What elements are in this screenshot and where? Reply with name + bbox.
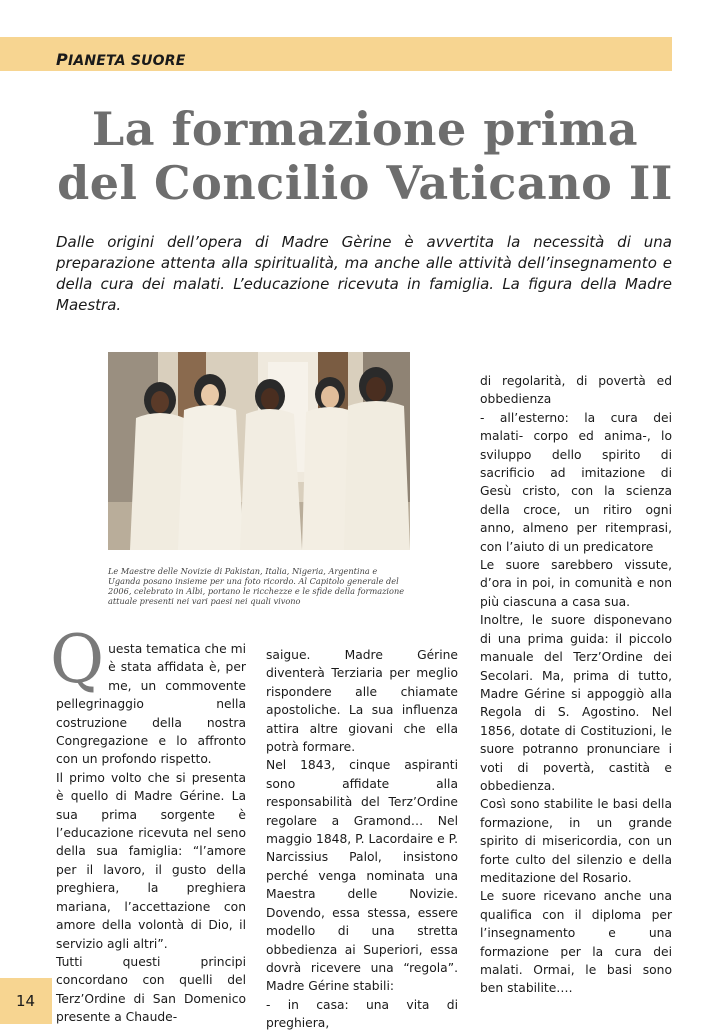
paragraph: Le suore sarebbero vissute, d’ora in poi, in comunità e non più ciascuna a casa sua. — [480, 558, 672, 609]
paragraph: Inoltre, le suore disponevano di una prima guida: il piccolo manuale del Terz’Ordine dei Secolari. Ma, prima di tutto, Madre Gérine si appoggiò alla Regola di S. Agostino. Nel 1856, dotate di Costituzioni, le suore potranno pronunciare i voti di povertà, castità e obbedienza. — [480, 613, 672, 793]
page-number: 14 — [16, 992, 36, 1010]
section-label-rest: IANETA SUORE — [67, 53, 186, 69]
article-lead: Dalle origini dell’opera di Madre Gèrine è avvertita la necessità di una preparazione attenta alla spiritualità, ma anche alle attività dell’insegnamento e della cura dei malati. L’educazione ricevuta in famiglia. La figura della Madre Maestra. — [56, 233, 672, 314]
paragraph: Così sono stabilite le basi della formazione, in un grande spirito di misericordia, con un forte culto del silenzio e della meditazione del Rosario. — [480, 797, 672, 885]
photo-caption: Le Maestre delle Novizie di Pakistan, Italia, Nigeria, Argentina e Uganda posano insieme per una foto ricordo. Al Capitolo generale del 2006, celebrato in Albi, portano le ricchezze e le sfide della formazione attuale presenti nei vari paesi nei quali vivono — [108, 566, 405, 606]
photo-illustration — [108, 352, 410, 550]
section-label — [56, 50, 186, 69]
paragraph: Le suore ricevano anche una qualifica con il diploma per l’insegnamento e una formazione per la cura dei malati. Ormai, le basi sono ben stabilite…. — [480, 889, 672, 996]
article-column-2 — [266, 646, 458, 1033]
article-column-1 — [50, 621, 246, 1027]
paragraph: Nel 1843, cinque aspiranti sono affidate alla responsabilità del Terz’Ordine regolare a Gramond… Nel maggio 1848, P. Lacordaire e P. Narcissius Palol, insistono perché venga nominata una Maestra delle Novizie. Dovendo, essa stessa, essere modello di una stretta obbedienza ai Superiori, essa dovrà ricevere una “regola”. Madre Gérine stabili: — [266, 758, 458, 994]
paragraph: - in casa: una vita di preghiera, — [266, 997, 458, 1031]
paragraph: Tutti questi principi concordano con quelli del Terz’Ordine di San Domenico presente a Chaude- — [56, 954, 246, 1025]
paragraph: saigue. Madre Gérine diventerà Terziaria per meglio rispondere alle chiamate apostoliche. La sua influenza attira altre giovani che ella potrà formare. — [266, 648, 458, 755]
paragraph: uesta tematica che mi è stata affidata è, per me, un commovente pellegrinaggio nella costruzione della nostra Congregazione e lo affronto con un profondo rispetto. — [56, 642, 246, 767]
nuns-photo — [108, 352, 410, 550]
title-line-1: La formazione prima — [91, 102, 639, 156]
article-title — [40, 102, 690, 210]
paragraph: - all’esterno: la cura dei malati- corpo ed anima-, lo sviluppo dello spirito di sacrificio ad imitazione di Gesù cristo, con la scienza della croce, un ritiro ogni anno, almeno per ritemprasi, con l’aiuto di un predicatore — [480, 410, 672, 554]
drop-cap: Q — [50, 621, 105, 698]
paragraph: di regolarità, di povertà ed obbedienza — [480, 374, 672, 407]
title-line-2: del Concilio Vaticano II — [57, 156, 673, 210]
section-label-initial: P — [56, 50, 68, 69]
article-column-3 — [480, 372, 672, 998]
paragraph: Il primo volto che si presenta è quello di Madre Gérine. La sua prima sorgente è l’educazione ricevuta nel seno della sua famiglia: “l’amore per il lavoro, il gusto della preghiera, la preghiera mariana, l’accettazione con amore della volontà di Dio, il servizio agli altri”. — [56, 770, 246, 951]
